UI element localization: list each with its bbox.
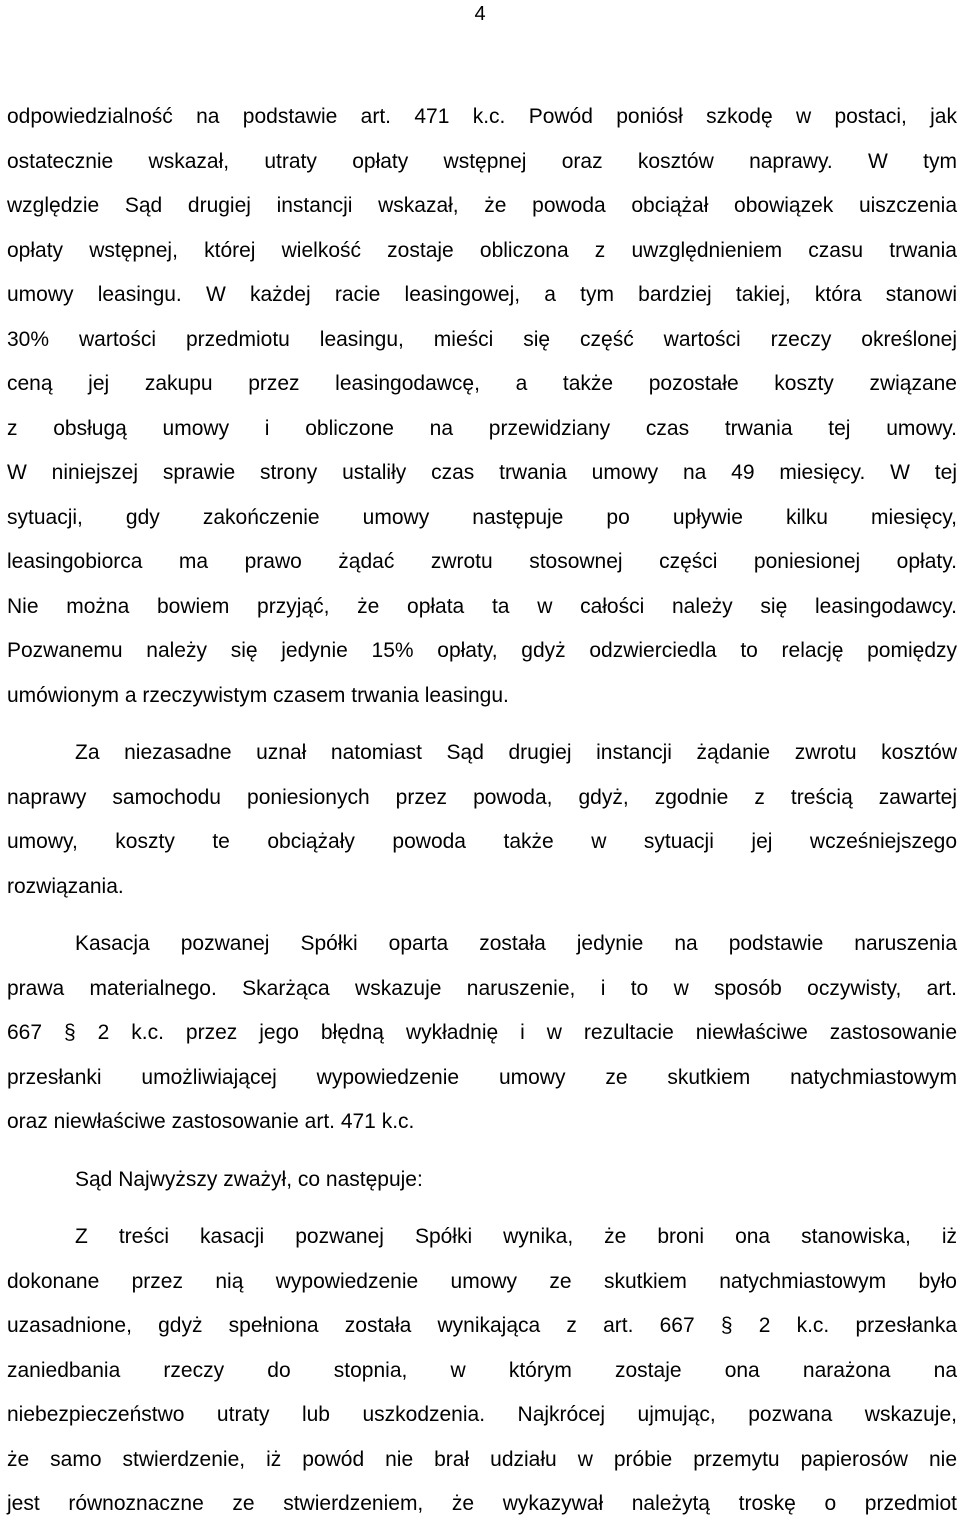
text-line: umowy, koszty te obciążały powoda także w sytuacji jej wcześniejszego: [7, 830, 957, 853]
text-line: względzie Sąd drugiej instancji wskazał, że powoda obciążał obowiązek uiszczenia: [7, 194, 957, 217]
text-line: przesłanki umożliwiającej wypowiedzenie umowy ze skutkiem natychmiastowym: [7, 1065, 957, 1089]
text-line: jest równoznaczne ze stwierdzeniem, że wykazywał należytą troskę o przedmiot: [7, 1492, 957, 1515]
text-line: Pozwanemu należy się jedynie 15% opłaty, gdyż odzwierciedla to relację pomiędzy: [7, 639, 957, 662]
text-line: Nie można bowiem przyjąć, że opłata ta w całości należy się leasingodawcy.: [7, 594, 957, 618]
text-line: że samo stwierdzenie, iż powód nie brał udziału w próbie przemytu papierosów nie: [7, 1447, 957, 1471]
text-line: prawa materialnego. Skarżąca wskazuje naruszenie, i to w sposób oczywisty, art.: [7, 976, 957, 1000]
text-line: 30% wartości przedmiotu leasingu, mieści się część wartości rzeczy określonej: [7, 327, 957, 351]
paragraph-2: [7, 731, 957, 909]
text-line: Za niezasadne uznał natomiast Sąd drugiej instancji żądanie zwrotu kosztów: [75, 741, 957, 764]
text-line: oraz niewłaściwe zastosowanie art. 471 k.c.: [7, 1110, 415, 1133]
document-body: [7, 95, 957, 1527]
text-line: odpowiedzialność na podstawie art. 471 k.c. Powód poniósł szkodę w postaci, jak: [7, 105, 957, 128]
paragraph-4: [7, 1158, 957, 1203]
text-line: ostatecznie wskazał, utraty opłaty wstępnej oraz kosztów naprawy. W tym: [7, 149, 957, 173]
text-line: naprawy samochodu poniesionych przez powoda, gdyż, zgodnie z treścią zawartej: [7, 785, 957, 809]
text-line: umowy leasingu. W każdej racie leasingowej, a tym bardziej takiej, która stanowi: [7, 283, 957, 306]
text-line: opłaty wstępnej, której wielkość zostaje obliczona z uwzględnieniem czasu trwania: [7, 238, 957, 262]
text-line: sytuacji, gdy zakończenie umowy następuje po upływie kilku miesięcy,: [7, 505, 957, 529]
text-line: leasingobiorca ma prawo żądać zwrotu stosownej części poniesionej opłaty.: [7, 550, 957, 573]
text-line: W niniejszej sprawie strony ustaliły czas trwania umowy na 49 miesięcy. W tej: [7, 461, 957, 484]
text-line: umówionym a rzeczywistym czasem trwania leasingu.: [7, 683, 509, 707]
text-line: rozwiązania.: [7, 874, 124, 898]
text-line: niebezpieczeństwo utraty lub uszkodzenia. Najkrócej ujmując, pozwana wskazuje,: [7, 1403, 957, 1426]
text-line: Sąd Najwyższy zważył, co następuje:: [75, 1167, 423, 1191]
text-line: dokonane przez nią wypowiedzenie umowy ze skutkiem natychmiastowym było: [7, 1269, 957, 1293]
page-number: 4: [474, 3, 486, 25]
text-line: Z treści kasacji pozwanej Spółki wynika, że broni ona stanowiska, iż: [75, 1225, 957, 1248]
text-line: ceną jej zakupu przez leasingodawcę, a także pozostałe koszty związane: [7, 372, 957, 395]
text-line: z obsługą umowy i obliczone na przewidziany czas trwania tej umowy.: [7, 416, 957, 440]
paragraph-3: [7, 922, 957, 1145]
paragraph-1: [7, 95, 957, 718]
text-line: Kasacja pozwanej Spółki oparta została jedynie na podstawie naruszenia: [75, 932, 957, 955]
text-line: uzasadnione, gdyż spełniona została wynikająca z art. 667 § 2 k.c. przesłanka: [7, 1314, 957, 1337]
paragraph-5: [7, 1215, 957, 1527]
text-line: zaniedbania rzeczy do stopnia, w którym zostaje ona narażona na: [7, 1358, 957, 1382]
text-line: 667 § 2 k.c. przez jego błędną wykładnię i w rezultacie niewłaściwe zastosowanie: [7, 1021, 957, 1044]
